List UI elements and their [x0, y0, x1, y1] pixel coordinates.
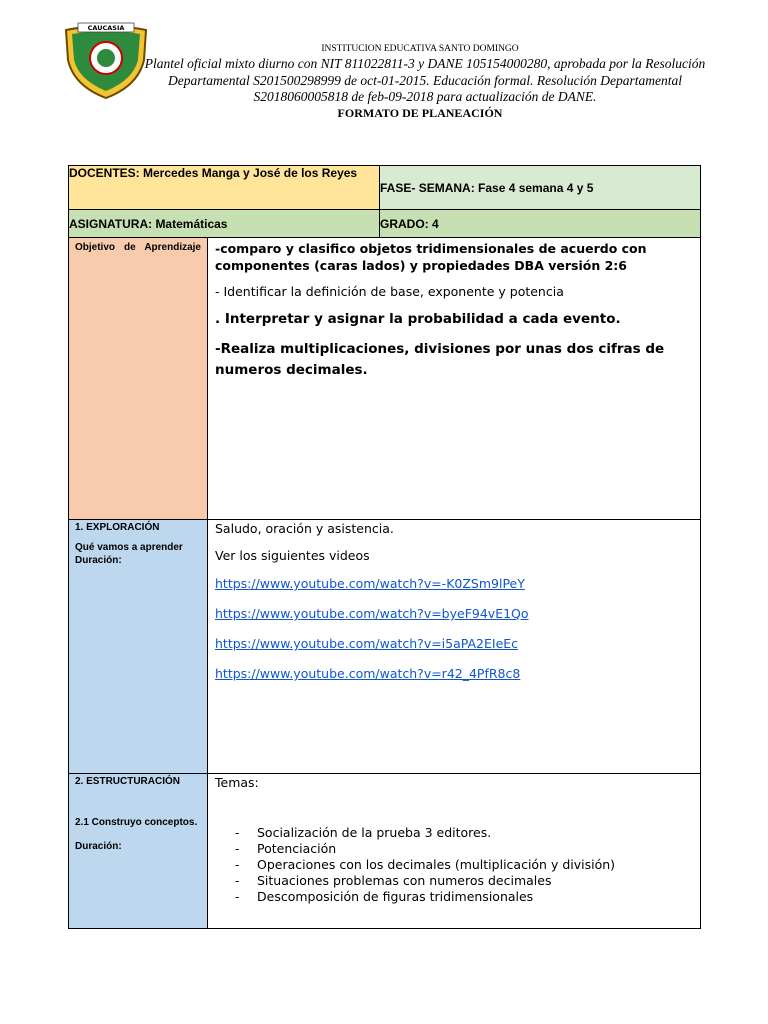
objetivo-label: Objetivo de Aprendizaje	[75, 242, 201, 253]
planning-table	[68, 165, 701, 929]
exploracion-intro: Saludo, oración y asistencia.	[215, 521, 394, 536]
objetivo-3: . Interpretar y asignar la probabilidad a cada evento.	[215, 311, 621, 327]
exploracion-title: 1. EXPLORACIÓN	[75, 522, 160, 533]
video-link-3[interactable]: https://www.youtube.com/watch?v=i5aPA2EIeEc	[215, 636, 519, 651]
estructuracion-duracion: Duración:	[75, 841, 122, 852]
objetivo-2: - Identificar la definición de base, exponente y potencia	[215, 284, 564, 299]
docentes-cell: DOCENTES: Mercedes Manga y José de los Reyes	[69, 166, 380, 210]
list-item: - Socialización de la prueba 3 editores.	[215, 825, 693, 841]
estructuracion-content-cell	[208, 774, 701, 929]
video-link-2[interactable]: https://www.youtube.com/watch?v=byeF94vE1Qo	[215, 606, 529, 621]
plantel-description: Plantel oficial mixto diurno con NIT 811022811-3 y DANE 105154000280, aprobada por la Resolución Departamental S201500298999 de oct-01-2015. Educación formal. Resolución Departamental S2018060005818 de feb-09-2018 para actualización de DANE.	[144, 56, 706, 104]
objetivo-label-cell	[69, 238, 208, 520]
exploracion-subtitle: Qué vamos a aprender	[75, 542, 183, 553]
exploracion-duracion: Duración:	[75, 555, 122, 566]
asignatura-cell: ASIGNATURA: Matemáticas	[69, 210, 380, 238]
logo-text: CAUCASIA	[87, 24, 125, 32]
estructuracion-label-cell	[69, 774, 208, 929]
construyo-label: 2.1 Construyo conceptos.	[75, 817, 198, 828]
list-item: - Situaciones problemas con numeros decimales	[215, 873, 693, 889]
institution-name: INSTITUCION EDUCATIVA SANTO DOMINGO	[321, 44, 519, 54]
list-item: - Operaciones con los decimales (multiplicación y división)	[215, 857, 693, 873]
exploracion-label-cell	[69, 520, 208, 774]
video-link-1[interactable]: https://www.youtube.com/watch?v=-K0ZSm9lPeY	[215, 576, 525, 591]
grado-cell: GRADO: 4	[380, 210, 701, 238]
temas-label: Temas:	[215, 775, 259, 790]
estructuracion-title: 2. ESTRUCTURACIÓN	[75, 776, 181, 787]
fase-cell: FASE- SEMANA: Fase 4 semana 4 y 5	[380, 166, 701, 210]
objetivo-1: -comparo y clasifico objetos tridimensionales de acuerdo con componentes (caras lados) y propiedades DBA versión 2:6	[215, 241, 647, 273]
video-link-4[interactable]: https://www.youtube.com/watch?v=r42_4PfR8c8	[215, 666, 521, 681]
temas-list	[215, 825, 693, 905]
objetivo-4: -Realiza multiplicaciones, divisiones por unas dos cifras de numeros decimales.	[215, 341, 665, 378]
exploracion-content-cell	[208, 520, 701, 774]
form-title: FORMATO DE PLANEACIÓN	[337, 106, 503, 120]
list-item: - Descomposición de figuras tridimensionales	[215, 889, 693, 905]
objetivos-cell	[208, 238, 701, 520]
exploracion-videos-text: Ver los siguientes videos	[215, 548, 370, 563]
list-item: - Potenciación	[215, 841, 693, 857]
